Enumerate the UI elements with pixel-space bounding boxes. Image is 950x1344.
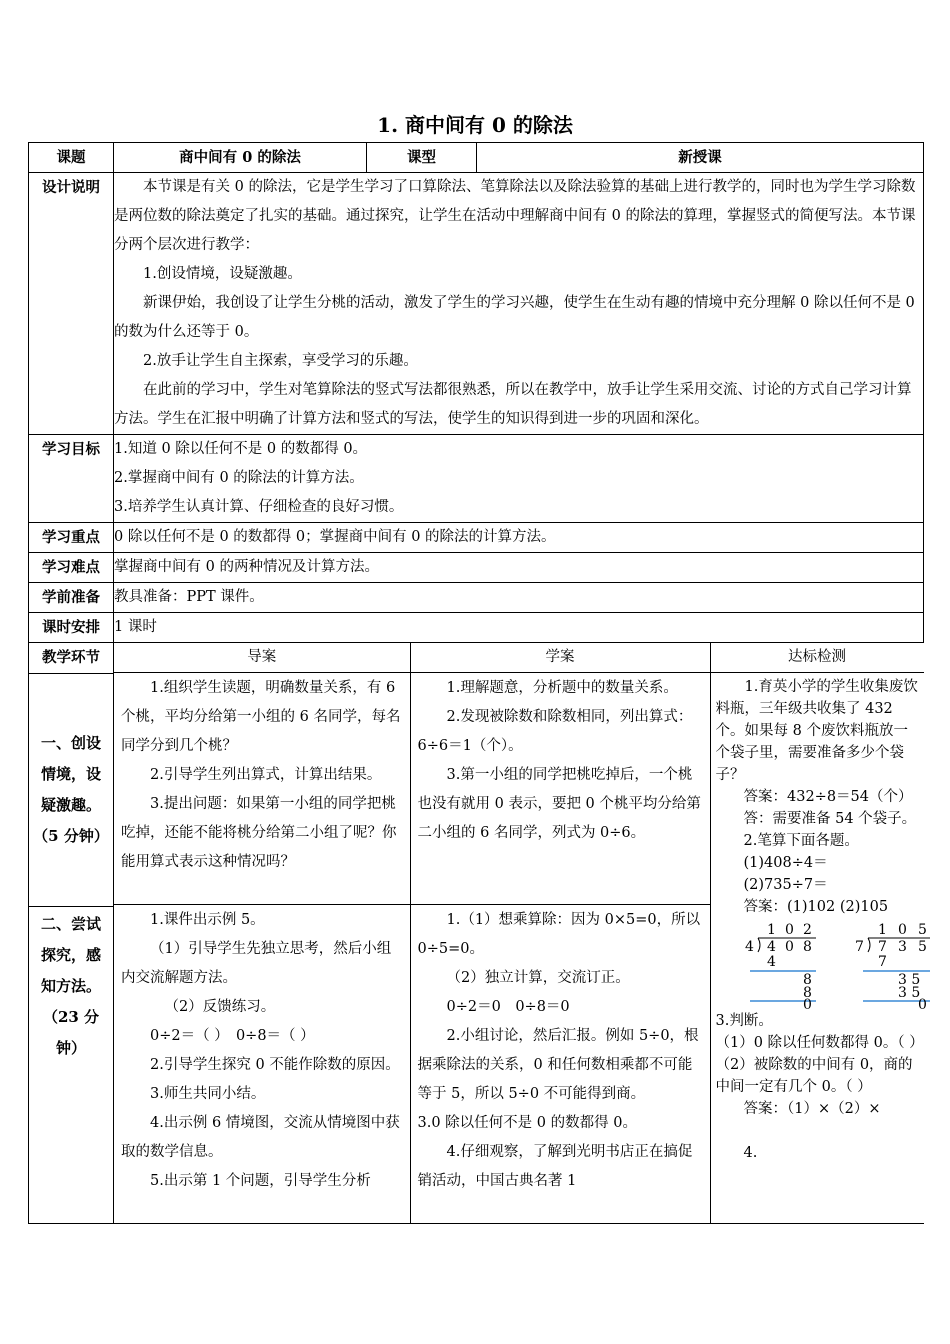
div2-dividend-digit: 3 [897, 939, 907, 955]
type-label: 课型 [367, 143, 477, 173]
div1-quotient-digit: 1 [766, 922, 776, 938]
process-header-row [29, 643, 924, 674]
prep-value: 教具准备：PPT 课件。 [114, 583, 924, 613]
topic-label: 课题 [29, 143, 114, 173]
difficulty-label: 学习难点 [29, 553, 114, 583]
stage1-guide: 1.组织学生读题，明确数量关系，有 6 个桃，平均分给第一小组的 6 名同学，每名同学分到几个桃？ 2.引导学生列出算式，计算出结果。 3.提出问题：如果第一小组的同学把桃吃掉，还能不能将桃分给第二小组了呢？你能用算式表示这种情况吗？ [114, 673, 410, 905]
study-col-header: 学案 [410, 643, 710, 673]
div1-quotient-digit: 2 [802, 922, 812, 938]
stage2-label: 二、尝试 探究，感 知方法。 （23 分 钟） [40, 914, 101, 1057]
stage2-guide: 1.课件出示例 5。 （1）引导学生先独立思考，然后小组内交流解题方法。 （2）反馈练习。 0÷2＝（ ） 0÷8＝（ ） 2.引导学生探究 0 不能作除数的原因。 3.师生共同小结。 4.出示例 6 情境图，交流从情境图中获取的数学信息。 5.出示第 1 个问题，引导学生分析 [121, 912, 400, 1189]
key-point-row [29, 523, 924, 553]
key-point-value: 0 除以任何不是 0 的数都得 0；掌握商中间有 0 的除法的计算方法。 [114, 523, 924, 553]
div2-step: 7 [877, 954, 887, 970]
design-paragraph: 新课伊始，我创设了让学生分桃的活动，激发了学生的学习兴趣，使学生在生动有趣的情境中充分理解 0 除以任何不是 0 的数为什么还等于 0。 [114, 295, 915, 340]
div1-dividend-digit: 4 [766, 939, 776, 955]
topic-value: 商中间有 0 的除法 [114, 143, 367, 173]
design-paragraph: 本节课是有关 0 的除法，它是学生学习了口算除法、笔算除法以及除法验算的基础上进行教学的，同时也为学生学习除数是两位数的除法奠定了扎实的基础。通过探究，让学生在活动中理解商中间有 0 的除法的算理，掌握竖式的简便写法。本节课分两个层次进行教学： [114, 179, 916, 253]
stage1-label: 一、创设 情境，设 疑激趣。 （5 分钟） [29, 674, 113, 907]
check-a1b: 答：需要准备 54 个袋子。 [743, 811, 917, 827]
difficulty-row [29, 553, 924, 583]
schedule-label: 课时安排 [29, 613, 114, 643]
div1-quotient-digit: 0 [784, 922, 794, 938]
check-col-header: 达标检测 [710, 643, 924, 673]
div1-dividend-digit: 0 [784, 939, 794, 955]
check-a3: 答案：（1）×（2）× [743, 1101, 881, 1117]
stage2-study: 1.（1）想乘算除：因为 0×5=0，所以 0÷5=0。 （2）独立计算，交流订正。 0÷2＝0 0÷8＝0 2.小组讨论，然后汇报。例如 5÷0，根据乘除法的关系，0 和任何数相乘都不可能等于 5，所以 5÷0 不可能得到商。 3.0 除以任何不是 0 的数都得 0。 4.仔细观察，了解到光明书店正在搞促销活动，中国古典名著 1 [417, 912, 701, 1189]
check-q2b: (2)735÷7＝ [743, 877, 828, 893]
process-label: 教学环节 [29, 643, 114, 674]
guide-col-header: 导案 [114, 643, 410, 673]
div2-step: 3 5 [897, 985, 920, 1001]
div2-quotient-digit: 5 [917, 922, 927, 938]
check-q2a: (1)408÷4＝ [743, 855, 828, 871]
check-column [710, 673, 927, 1223]
lesson-plan-table [28, 142, 927, 1224]
div1-remainder: 0 [802, 997, 812, 1010]
goals-label: 学习目标 [29, 435, 114, 523]
header-row [29, 143, 924, 173]
goals-content [114, 435, 924, 523]
goal-item: 1.知道 0 除以任何不是 0 的数都得 0。 [114, 441, 368, 457]
design-paragraph: 1.创设情境，设疑激趣。 [143, 266, 302, 282]
goal-item: 3.培养学生认真计算、仔细检查的良好习惯。 [114, 499, 404, 515]
div2-dividend-digit: 7 [877, 939, 887, 955]
long-division-408-by-4 [745, 922, 816, 1010]
check-q3: 3.判断。 [715, 1013, 773, 1029]
guide-column [114, 673, 410, 1223]
div1-step: 8 [802, 985, 812, 1001]
design-paragraph: 在此前的学习中，学生对笔算除法的竖式写法都很熟悉，所以在教学中，放手让学生采用交流、讨论的方式自己学习计算方法。学生在汇报中明确了计算方法和竖式的写法，使学生的知识得到进一步的巩固和深化。 [114, 382, 912, 427]
div1-step: 4 [766, 954, 776, 970]
design-row [29, 173, 924, 435]
long-division-735-by-7 [855, 922, 930, 1010]
page-title: 1. 商中间有 0 的除法 [377, 113, 573, 137]
check-q3b: （2）被除数的中间有 0，商的中间一定有几个 0。（ ） [715, 1057, 913, 1095]
div2-divisor: 7 [854, 939, 864, 955]
schedule-row [29, 613, 924, 643]
check-a2: 答案：(1)102 (2)105 [743, 899, 889, 915]
div1-divisor: 4 [744, 939, 754, 955]
div1-step: 8 [802, 972, 812, 988]
check-q1: 1.育英小学的学生收集废饮料瓶，三年级共收集了 432 个。如果每 8 个废饮料瓶放一个袋子里，需要准备多少个袋子？ [715, 679, 918, 783]
check-content [711, 673, 927, 1167]
check-q3a: （1）0 除以任何数都得 0。（ ） [715, 1035, 924, 1051]
difficulty-value: 掌握商中间有 0 的两种情况及计算方法。 [114, 553, 924, 583]
design-content [114, 173, 924, 435]
prep-label: 学前准备 [29, 583, 114, 613]
process-header [114, 643, 924, 673]
check-a1: 答案：432÷8＝54（个） [743, 789, 913, 805]
div2-quotient-digit: 1 [877, 922, 887, 938]
div2-dividend-digit: 5 [917, 939, 927, 955]
key-point-label: 学习重点 [29, 523, 114, 553]
goals-row [29, 435, 924, 523]
type-value: 新授课 [477, 143, 924, 173]
stage-labels [29, 673, 114, 1224]
stages-row [29, 673, 924, 1224]
div2-step: 3 5 [897, 972, 920, 988]
div1-dividend-digit: 8 [802, 939, 812, 955]
stage1-study: 1.理解题意，分析题中的数量关系。 2.发现被除数和除数相同，列出算式：6÷6＝1（个）。 3.第一小组的同学把桃吃掉后，一个桃也没有就用 0 表示，要把 0 个桃平均分给第二小组的 6 名同学，列式为 0÷6。 [411, 673, 710, 905]
design-label: 设计说明 [29, 173, 114, 435]
goal-item: 2.掌握商中间有 0 的除法的计算方法。 [114, 470, 364, 486]
schedule-value: 1 课时 [114, 613, 924, 643]
prep-row [29, 583, 924, 613]
check-q2: 2.笔算下面各题。 [743, 833, 859, 849]
check-q4: 4. [743, 1145, 758, 1161]
div2-quotient-digit: 0 [897, 922, 907, 938]
long-division-figures [716, 918, 950, 1010]
design-paragraph: 2.放手让学生自主探索，享受学习的乐趣。 [143, 353, 418, 369]
div2-remainder: 0 [917, 997, 927, 1010]
study-column [410, 673, 710, 1223]
